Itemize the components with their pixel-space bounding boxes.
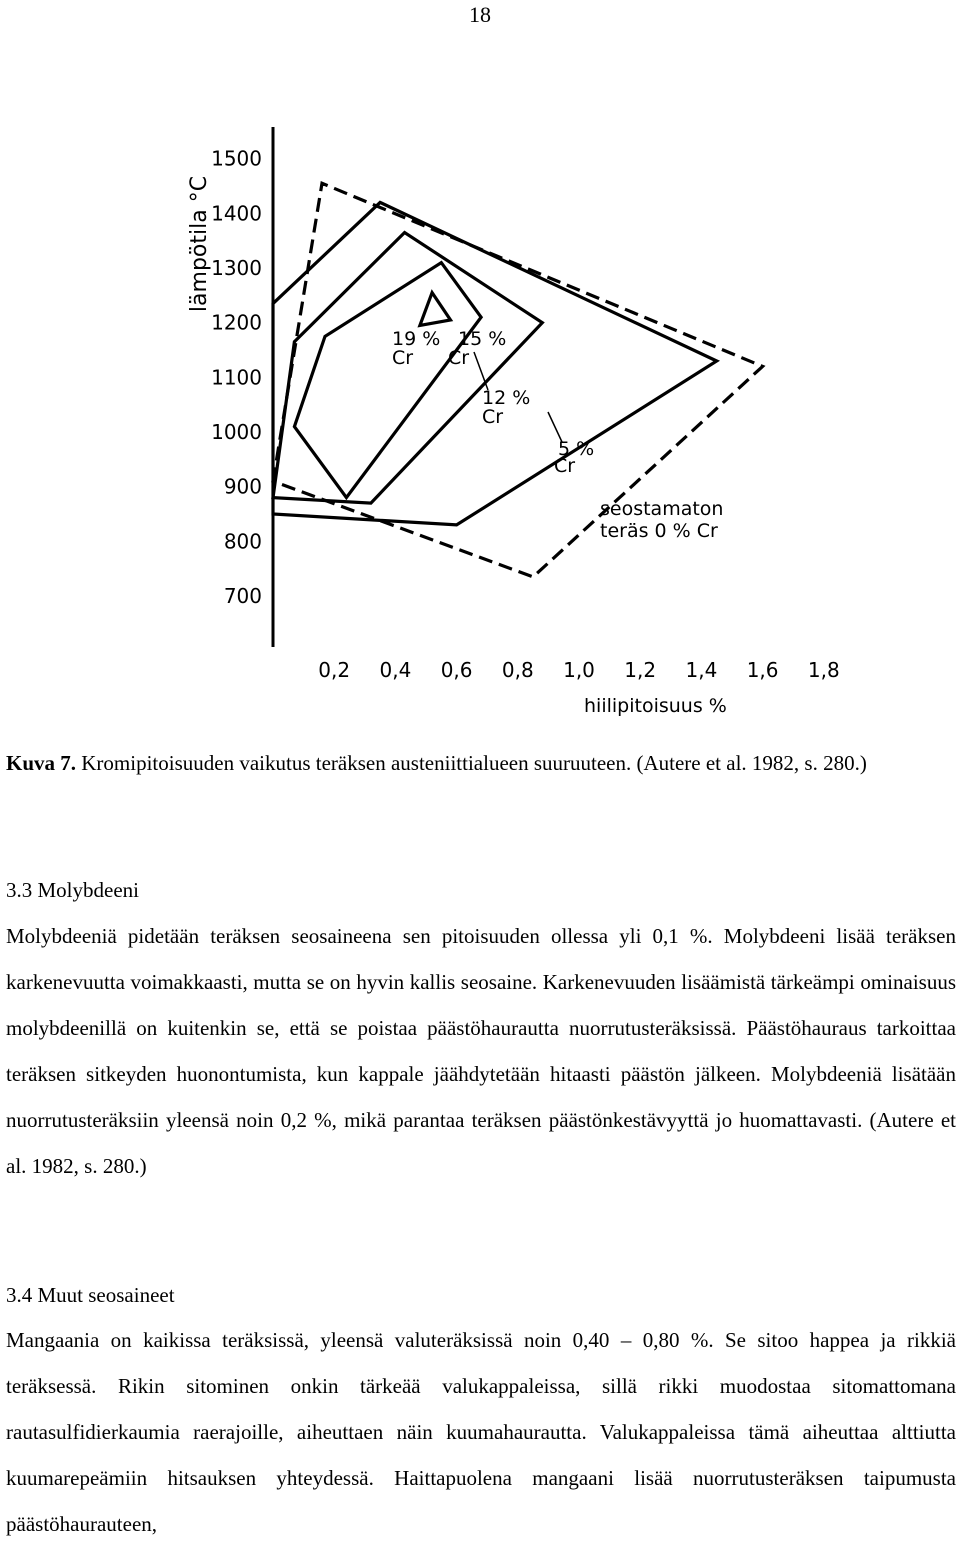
x-tick-label: 0,6 xyxy=(440,658,473,682)
austenite-region-figure xyxy=(170,112,840,722)
x-tick-label: 1,2 xyxy=(624,658,657,682)
x-tick-label: 0,4 xyxy=(379,658,412,682)
label-0cr-line2: teräs 0 % Cr xyxy=(600,520,718,542)
x-tick-label: 0,2 xyxy=(318,658,351,682)
label-0cr-line1: seostamaton xyxy=(600,498,724,520)
leader-12cr xyxy=(474,352,488,390)
y-tick-label: 1100 xyxy=(211,365,262,390)
label-15cr-percent: 15 % xyxy=(458,328,507,350)
figure-caption xyxy=(6,740,956,787)
y-tick-label: 1200 xyxy=(211,310,262,335)
x-tick-label: 1,8 xyxy=(807,658,840,682)
caption-text: Kromipitoisuuden vaikutus teräksen austeniittialueen suuruuteen. (Autere et al. 1982, s. 280.) xyxy=(81,751,867,775)
y-tick-label: 1000 xyxy=(211,420,262,445)
y-tick-label: 1500 xyxy=(211,146,262,171)
x-tick-label: 1,0 xyxy=(563,658,595,682)
paragraph-molybdeeni: Molybdeeniä pidetään teräksen seosaineena sen pitoisuuden ollessa yli 0,1 %. Molybdeeni lisää teräksen karkenevuutta voimakkaasti, mutta se on hyvin kallis seosaine. Karkenevuuden lisäämistä tärkeämpi ominaisuus molybdeenillä on kuitenkin se, että se poistaa päästöhaurautta nuorrutusteräksissä. Päästöhauraus tarkoittaa teräksen sitkeyden huonontumista, kun kappale jäähdytetään hitaasti päästön jälkeen. Molybdeeniä lisätään nuorrutusteräksiin yleensä noin 0,2 %, mikä parantaa teräksen päästönkestävyyttä jo huomattavasti. (Autere et al. 1982, s. 280.) xyxy=(6,924,956,1178)
paragraph-muut-seosaineet: Mangaania on kaikissa teräksissä, yleensä valuteräksissä noin 0,40 – 0,80 %. Se sitoo happea ja rikkiä teräksessä. Rikin sitominen onkin tärkeää valukappaleissa, sillä rikki muodostaa sitomattomana rautasulfidierkaumia raerajoille, aiheuttaen näin kuumahaurautta. Valukappaleissa tämä aiheuttaa alttiutta kuumarepeämiin hitsauksen yhteydessä. Haittapuolena mangaani lisää nuorrutusteräksen taipumusta päästöhaurauteen, xyxy=(6,1328,956,1536)
y-tick-label: 900 xyxy=(223,474,262,499)
label-12cr-symbol: Cr xyxy=(482,406,504,428)
x-tick-label: 1,6 xyxy=(746,658,779,682)
label-5cr-percent: 5 % xyxy=(558,438,595,460)
y-tick-label: 700 xyxy=(223,584,262,608)
x-ticks xyxy=(318,658,839,682)
label-5cr-symbol: Cr xyxy=(554,455,576,477)
x-axis-label: hiilipitoisuus % xyxy=(584,695,727,717)
y-tick-label: 800 xyxy=(223,529,262,554)
region-15-cr xyxy=(294,263,481,498)
y-tick-label: 1300 xyxy=(211,256,262,281)
region-5-cr xyxy=(273,202,717,525)
y-axis-label: lämpötila °C xyxy=(187,175,212,313)
section-heading-muut-seosaineet: 3.4 Muut seosaineet xyxy=(6,1283,175,1307)
label-15cr-symbol: Cr xyxy=(448,347,470,369)
x-tick-label: 0,8 xyxy=(501,658,534,682)
region-19-cr xyxy=(420,293,451,326)
leader-5cr xyxy=(548,412,562,442)
label-12cr-percent: 12 % xyxy=(482,387,531,409)
caption-label: Kuva 7. xyxy=(6,751,77,775)
y-ticks xyxy=(211,147,262,608)
label-19cr-symbol: Cr xyxy=(392,347,414,369)
y-tick-label: 1400 xyxy=(211,201,262,226)
label-19cr-percent: 19 % xyxy=(392,328,441,350)
x-tick-label: 1,4 xyxy=(685,658,718,682)
page-number: 18 xyxy=(469,2,491,27)
section-heading-molybdeeni: 3.3 Molybdeeni xyxy=(6,878,139,902)
